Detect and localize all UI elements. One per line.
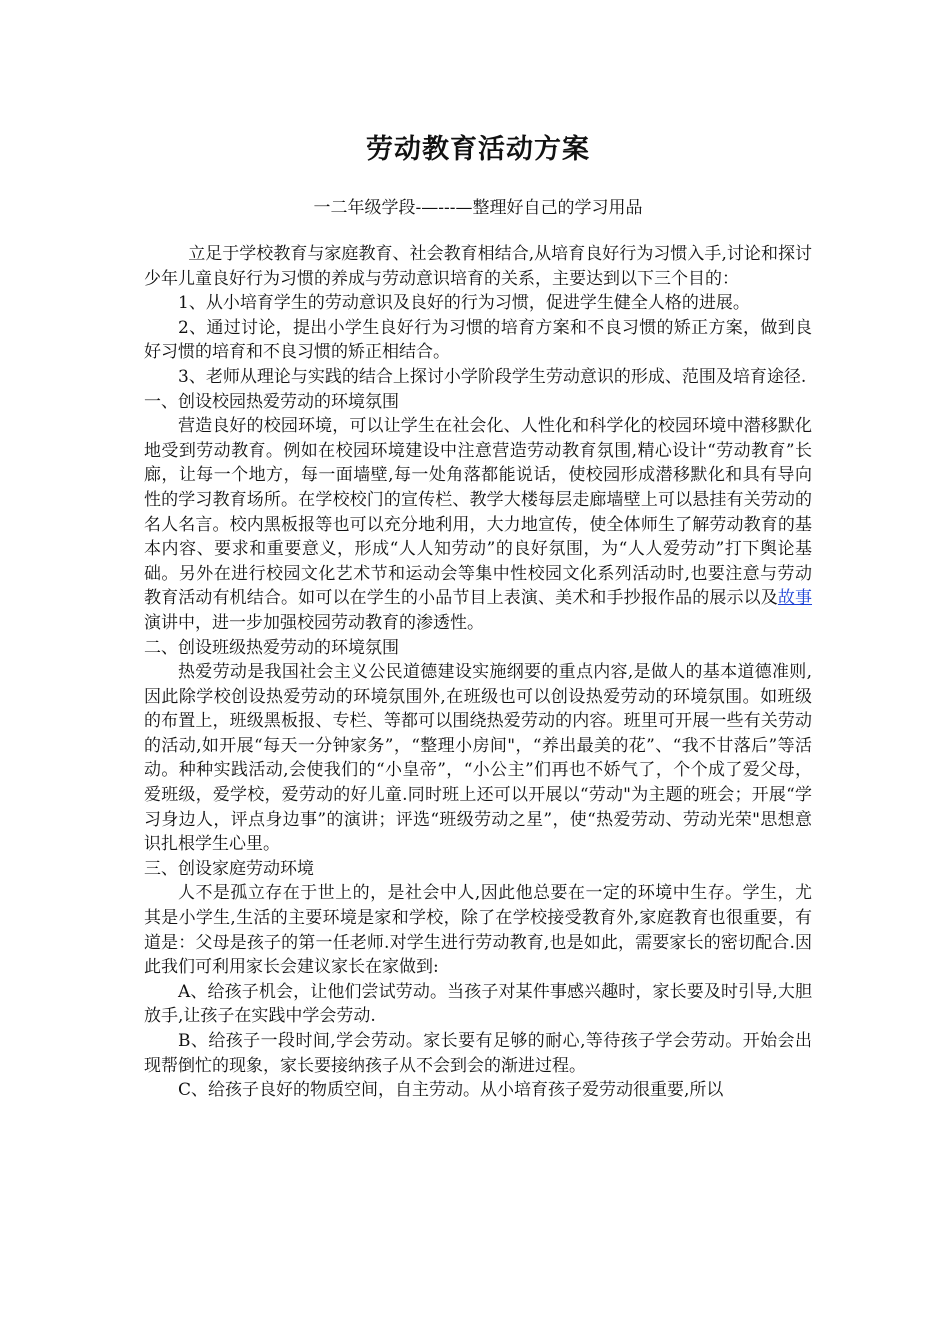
document-title: 劳动教育活动方案 — [366, 134, 590, 165]
section-3-body: 人不是孤立存在于世上的，是社会中人,因此他总要在一定的环境中生存。学生，尤其是小学生,生活的主要环境是家和学校，除了在学校接受教育外,家庭教育也很重要，有道是：父母是孩子的第一任老师.对学生进行劳动教育,也是如此，需要家长的密切配合.因此我们可利用家长会建议家长在家做到: — [144, 883, 812, 978]
section-1-body — [144, 414, 812, 635]
section-2-heading: 二、创设班级热爱劳动的环境氛围 — [144, 637, 399, 658]
goal-item-1: 1、从小培育学生的劳动意识及良好的行为习惯，促进学生健全人格的进展。 — [178, 293, 750, 314]
section-3-item-a: A、给孩子机会，让他们尝试劳动。当孩子对某件事感兴趣时，家长要及时引导,大胆放手,让孩子在实践中学会劳动. — [144, 981, 812, 1027]
intro-paragraph: 立足于学校教育与家庭教育、社会教育相结合,从培育良好行为习惯入手,讨论和探讨少年儿童良好行为习惯的养成与劳动意识培育的关系，主要达到以下三个目的： — [144, 244, 812, 289]
document-subtitle: 一二年级学段-—---—整理好自己的学习用品 — [313, 198, 643, 218]
section-2-body: 热爱劳动是我国社会主义公民道德建设实施纲要的重点内容,是做人的基本道德准则,因此除学校创设热爱劳动的环境氛围外,在班级也可以创设热爱劳动的环境氛围。如班级的布置上，班级黑板报、专栏、等都可以围绕热爱劳动的内容。班里可开展一些有关劳动的活动,如开展“每天一分钟家务”，“整理小房间"，“养出最美的花”、“我不甘落后”等活动。种种实践活动,会使我们的“小皇帝”，“小公主”们再也不娇气了，个个成了爱父母，爱班级，爱学校，爱劳动的好儿童.同时班上还可以开展以“劳动"为主题的班会；开展“学习身边人，评点身边事”的演讲；评选“班级劳动之星”，使“热爱劳动、劳动光荣"思想意识扎根学生心里。 — [144, 662, 812, 855]
section-1-heading: 一、创设校园热爱劳动的环境氛围 — [144, 391, 399, 412]
section-1-text-after-link: 演讲中，进一步加强校园劳动教育的渗透性。 — [144, 612, 484, 633]
story-link[interactable]: 故事 — [777, 588, 813, 609]
section-3-item-c: C、给孩子良好的物质空间，自主劳动。从小培育孩子爱劳动很重要,所以 — [178, 1080, 724, 1101]
goal-item-3: 3、老师从理论与实践的结合上探讨小学阶段学生劳动意识的形成、范围及培育途径. — [178, 366, 807, 387]
section-3-item-b: B、给孩子一段时间,学会劳动。家长要有足够的耐心,等待孩子学会劳动。开始会出现帮倒忙的现象，家长要接纳孩子从不会到会的渐进过程。 — [144, 1031, 812, 1076]
section-3-heading: 三、创设家庭劳动环境 — [144, 858, 314, 879]
document-page — [144, 128, 812, 1103]
goal-item-2: 2、通过讨论，提出小学生良好行为习惯的培育方案和不良习惯的矫正方案，做到良好习惯的培育和不良习惯的矫正相结合。 — [144, 317, 812, 363]
section-1-text-before-link: 营造良好的校园环境，可以让学生在社会化、人性化和科学化的校园环境中潜移默化地受到劳动教育。例如在校园环境建设中注意营造劳动教育氛围,精心设计“劳动教育”长廊，让每一个地方，每一面墙壁,每一处角落都能说话，使校园形成潜移默化和具有导向性的学习教育场所。在学校校门的宣传栏、教学大楼每层走廊墙壁上可以悬挂有关劳动的名人名言。校内黑板报等也可以充分地利用，大力地宣传，使全体师生了解劳动教育的基本内容、要求和重要意义，形成“人人知劳动”的良好氛围，为“人人爱劳动”打下舆论基础。另外在进行校园文化艺术节和运动会等集中性校园文化系列活动时,也要注意与劳动教育活动有机结合。如可以在学生的小品节目上表演、美术和手抄报作品的展示以及 — [144, 416, 812, 609]
